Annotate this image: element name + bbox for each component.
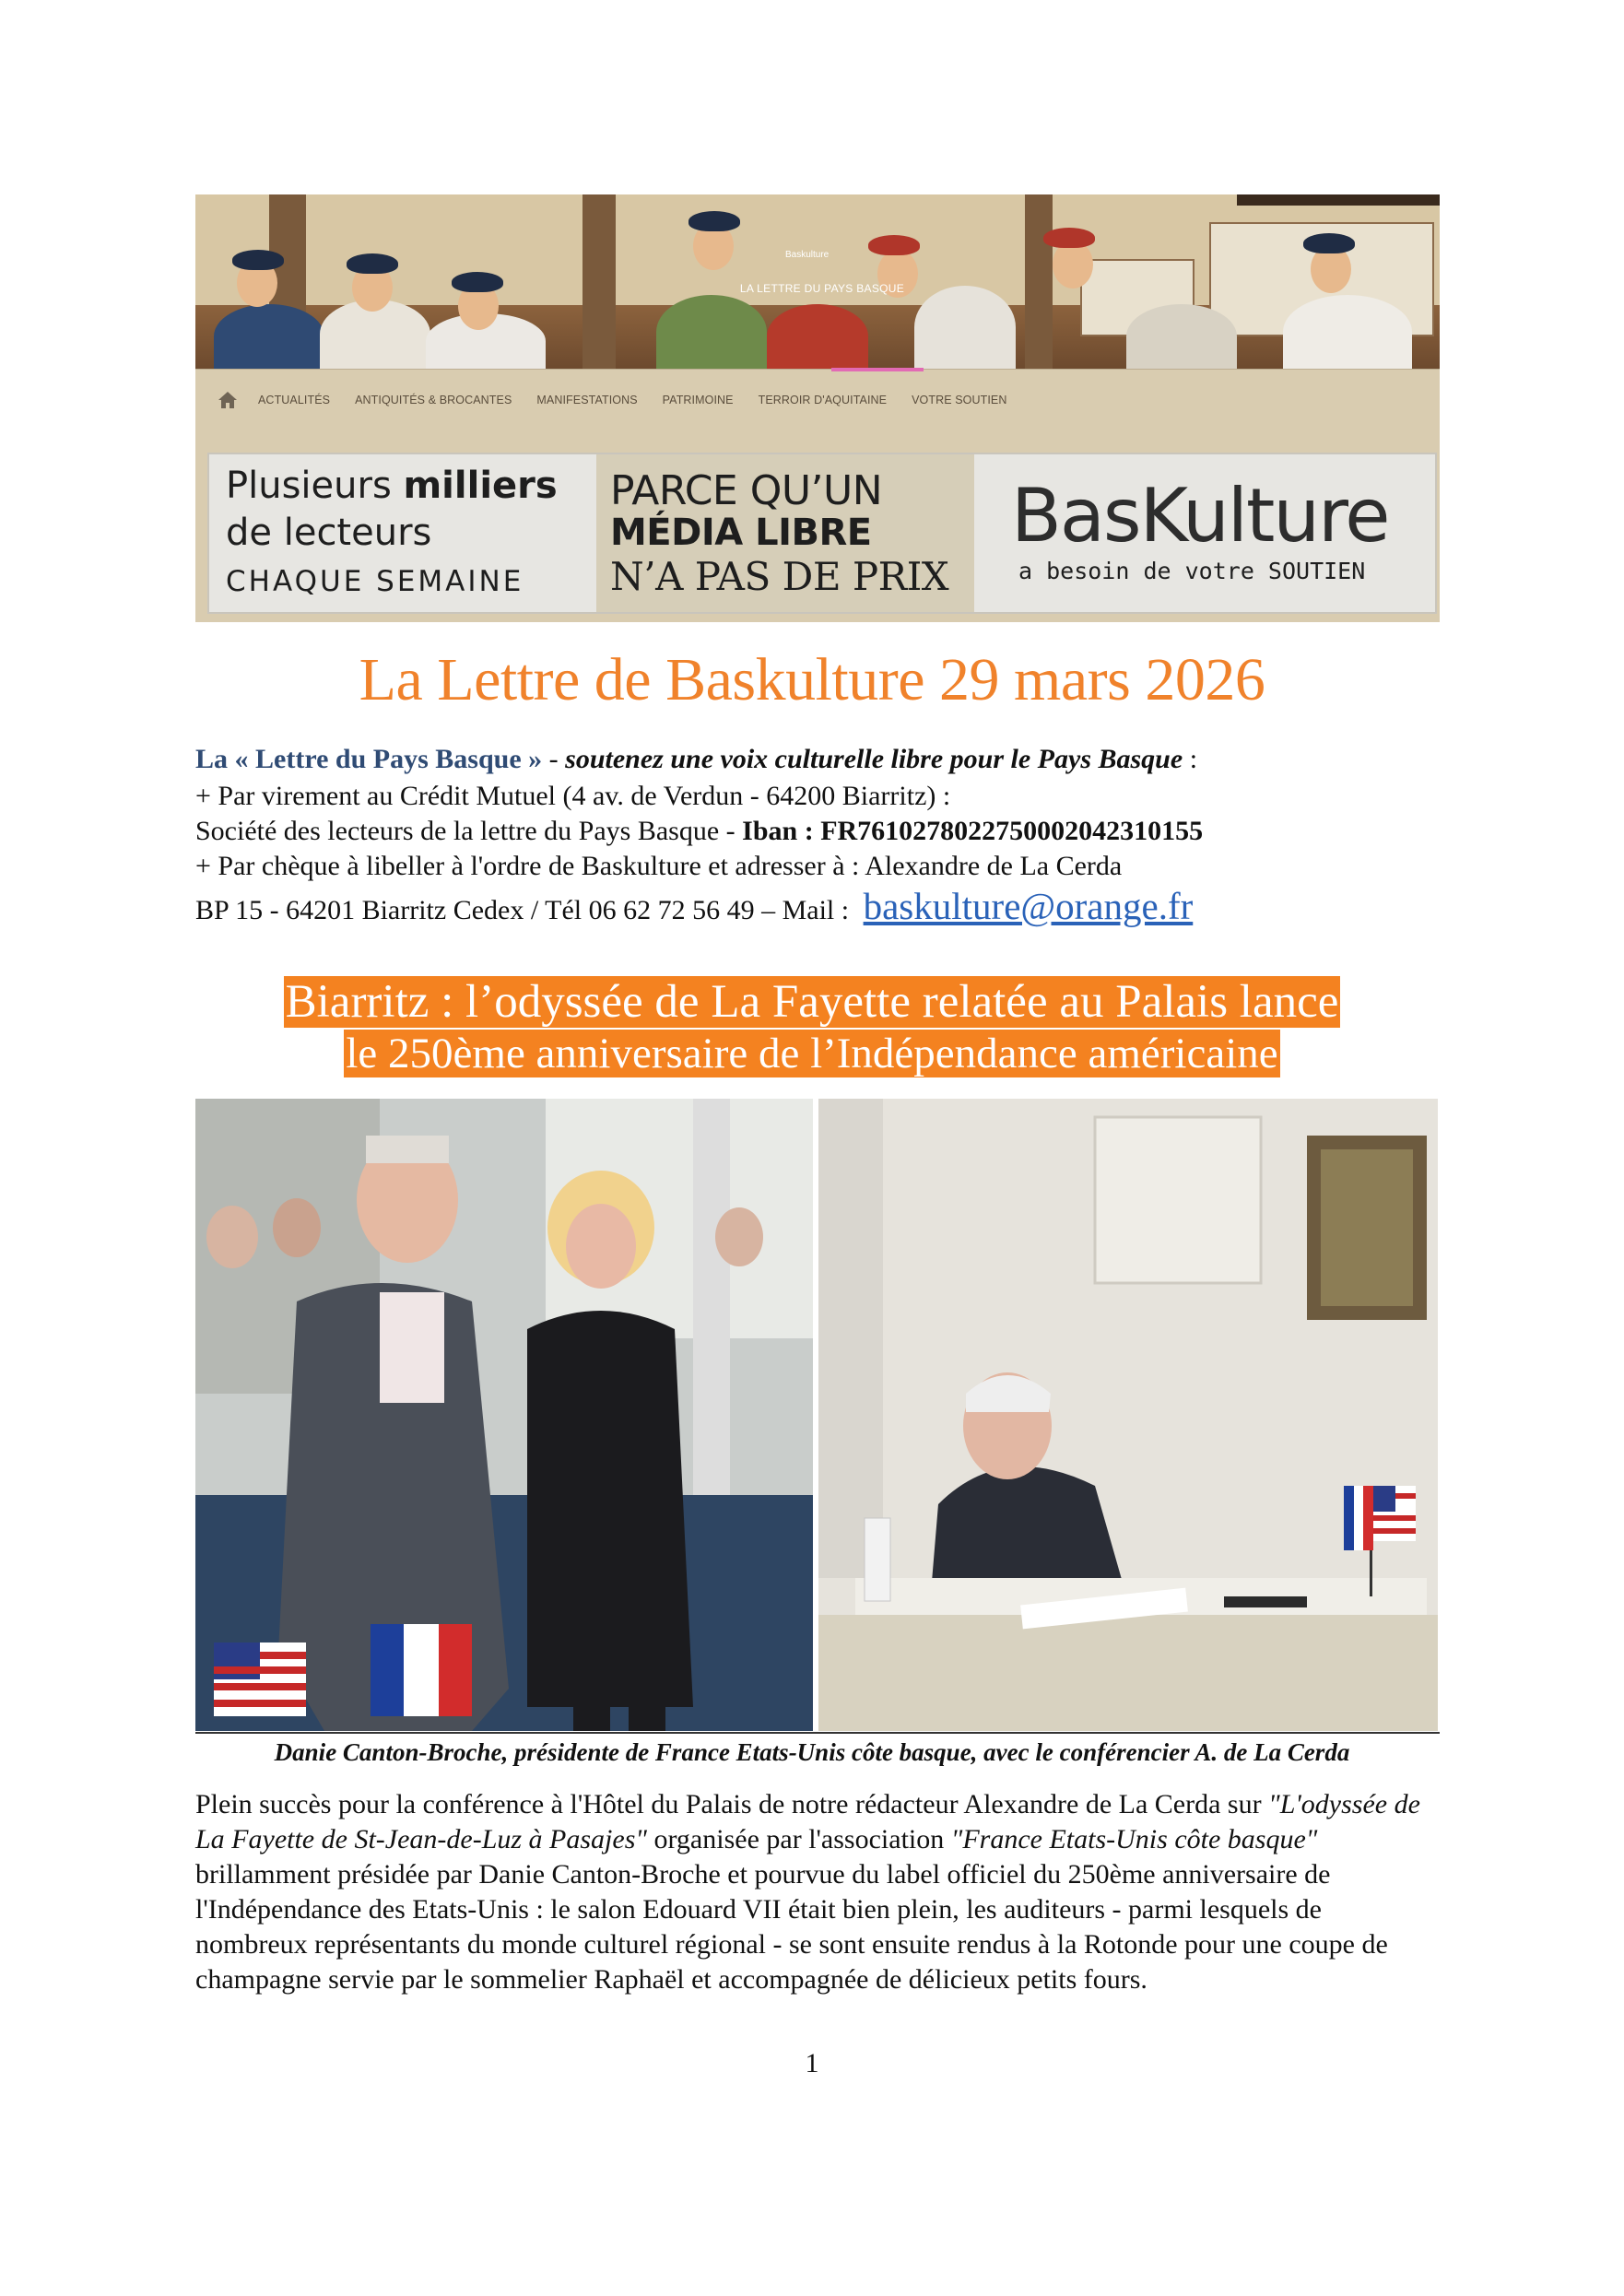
site-subtitle: LA LETTRE DU PAYS BASQUE	[739, 282, 905, 295]
ad-logo-subtitle: a besoin de votre SOUTIEN	[1018, 558, 1366, 584]
support-line-1: La « Lettre du Pays Basque » - soutenez une voix culturelle libre pour le Pays Basque :	[195, 744, 1198, 774]
nav-item-terroir[interactable]: TERROIR D'AQUITAINE	[758, 394, 888, 406]
page-title: La Lettre de Baskulture 29 mars 2026	[359, 646, 1265, 713]
nav-item-soutien[interactable]: VOTRE SOUTIEN	[912, 394, 1007, 406]
ad-mid-line3: N’A PAS DE PRIX	[610, 554, 949, 599]
ad-left-line2: de lecteurs	[226, 512, 432, 554]
photo-canton-broche-de-la-cerda	[195, 1099, 813, 1731]
photo-caption: Danie Canton-Broche, présidente de France Etats-Unis côte basque, avec le conférencier A. de La Cerda	[274, 1738, 1350, 1766]
headline-line-1: Biarritz : l’odyssée de La Fayette relatée au Palais lance	[285, 976, 1339, 1028]
nav-item-manifestations[interactable]: MANIFESTATIONS	[536, 394, 638, 406]
nav-accent-bar	[831, 368, 924, 371]
ad-left-line3: CHAQUE SEMAINE	[226, 565, 524, 598]
nav-item-antiquites[interactable]: ANTIQUITÉS & BROCANTES	[355, 394, 512, 406]
support-line-4: + Par chèque à libeller à l'ordre de Baskulture et adresser à : Alexandre de La Cerda	[195, 851, 1123, 881]
article-body: Plein succès pour la conférence à l'Hôtel du Palais de notre rédacteur Alexandre de La Cerda sur "L'odyssée de La Fayette de St-Jean-de-Luz à Pasajes" organisée par l'association "France Etats-Unis côte basque" brillamment présidée par Danie Canton-Broche et pourvue du label officiel du 250ème anniversaire de l'Indépendance des Etats-Unis : le salon Edouard VII était bien plein, les auditeurs - parmi lesquels de nombreux représentants du monde culturel régional - se sont ensuite rendus à la Rotonde pour une coupe de champagne servie par le sommelier Raphaël et accompagnée de délicieux petits fours.	[195, 1789, 1420, 1995]
nav-item-actualites[interactable]: ACTUALITÉS	[258, 394, 331, 406]
ad-mid-line1: PARCE QU’UN	[610, 467, 883, 514]
nav-item-patrimoine[interactable]: PATRIMOINE	[662, 394, 734, 406]
ad-mid-line2: MÉDIA LIBRE	[610, 512, 872, 554]
ad-left-line1: Plusieurs milliers	[226, 465, 558, 507]
email-link[interactable]: baskulture@orange.fr	[863, 885, 1194, 927]
support-ad-banner[interactable]	[207, 453, 1437, 614]
ad-logo: BasKulture	[1011, 473, 1389, 559]
support-line-3: Société des lecteurs de la lettre du Pays Basque - Iban : FR7610278022750002042310155	[195, 816, 1204, 846]
support-ad-area	[195, 430, 1440, 622]
site-logo[interactable]: Baskulture	[785, 250, 830, 260]
support-line-5: BP 15 - 64201 Biarritz Cedex / Tél 06 62 72 56 49 – Mail : baskulture@orange.fr	[195, 885, 1194, 927]
headline-line-2: le 250ème anniversaire de l’Indépendance américaine	[346, 1030, 1278, 1077]
support-line-2: + Par virement au Crédit Mutuel (4 av. de Verdun - 64200 Biarritz) :	[195, 781, 951, 811]
header-banner	[195, 194, 1440, 369]
photo-baseline	[195, 1732, 1440, 1734]
home-icon[interactable]	[218, 391, 238, 409]
photo-conference-speaker	[818, 1099, 1438, 1731]
main-nav	[195, 369, 1440, 430]
page-number: 1	[805, 2048, 819, 2078]
